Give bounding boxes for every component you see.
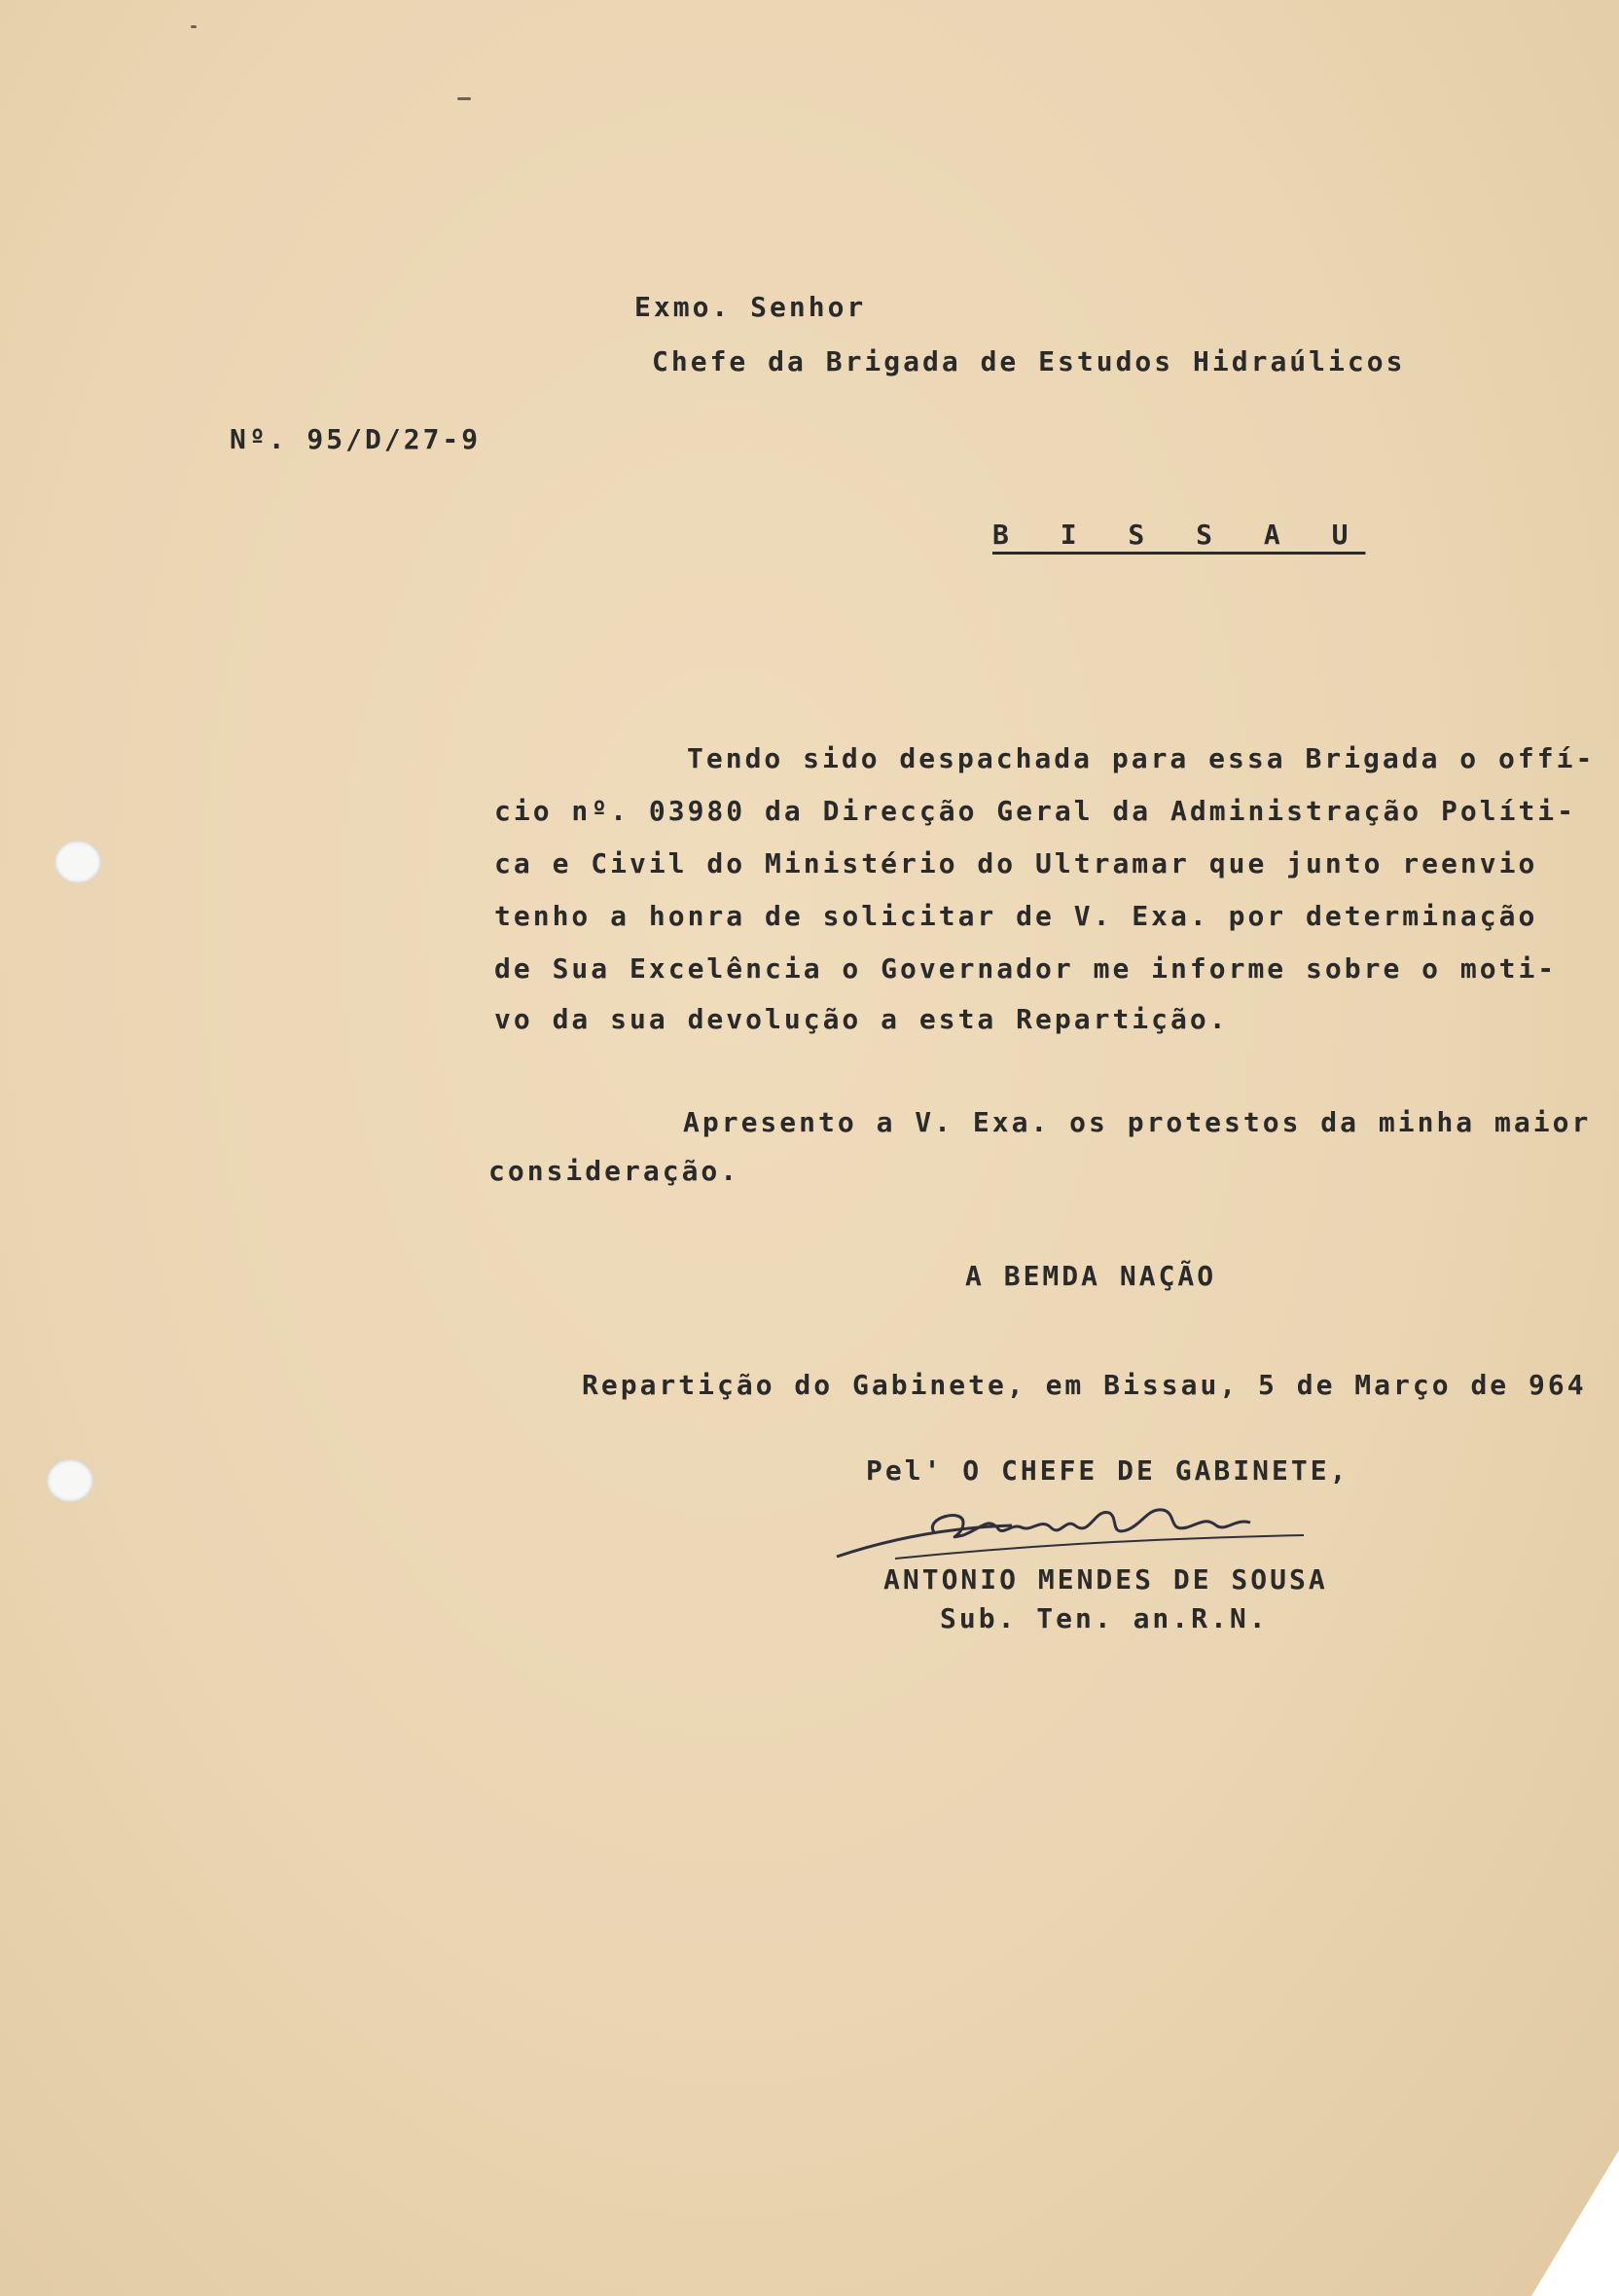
punch-hole-top [54, 841, 101, 883]
signatory-name: ANTONIO MENDES DE SOUSA [883, 1563, 1328, 1596]
salutation: Exmo. Senhor [634, 291, 867, 323]
motto: A BEMDA NAÇÃO [965, 1260, 1217, 1292]
closing-line-1: Apresento a V. Exa. os protestos da minha maior [683, 1106, 1592, 1138]
ink-speck [457, 97, 471, 100]
body-line-2: cio nº. 03980 da Direcção Geral da Administração Políti- [494, 795, 1577, 827]
signatory-rank: Sub. Ten. an.R.N. [940, 1602, 1269, 1634]
body-line-5: de Sua Excelência o Governador me informe sobre o moti- [494, 952, 1558, 985]
signatory-role: Pel' O CHEFE DE GABINETE, [866, 1454, 1349, 1487]
body-line-3: ca e Civil do Ministério do Ultramar que junto reenvio [494, 847, 1538, 879]
ink-speck [191, 25, 197, 28]
closing-line-2: consideração. [488, 1155, 740, 1187]
recipient: Chefe da Brigada de Estudos Hidraúlicos [652, 345, 1406, 377]
reference-number: Nº. 95/D/27-9 [230, 423, 482, 455]
place-date: Repartição do Gabinete, em Bissau, 5 de Março de 964 [582, 1369, 1587, 1401]
body-line-4: tenho a honra de solicitar de V. Exa. por determinação [494, 900, 1538, 932]
body-line-6: vo da sua devolução a esta Repartição. [494, 1003, 1229, 1035]
body-line-1: Tendo sido despachada para essa Brigada o offí- [687, 742, 1596, 774]
punch-hole-bottom [47, 1459, 93, 1502]
folded-corner [1531, 2150, 1619, 2296]
city-heading: B I S S A U [992, 519, 1366, 551]
